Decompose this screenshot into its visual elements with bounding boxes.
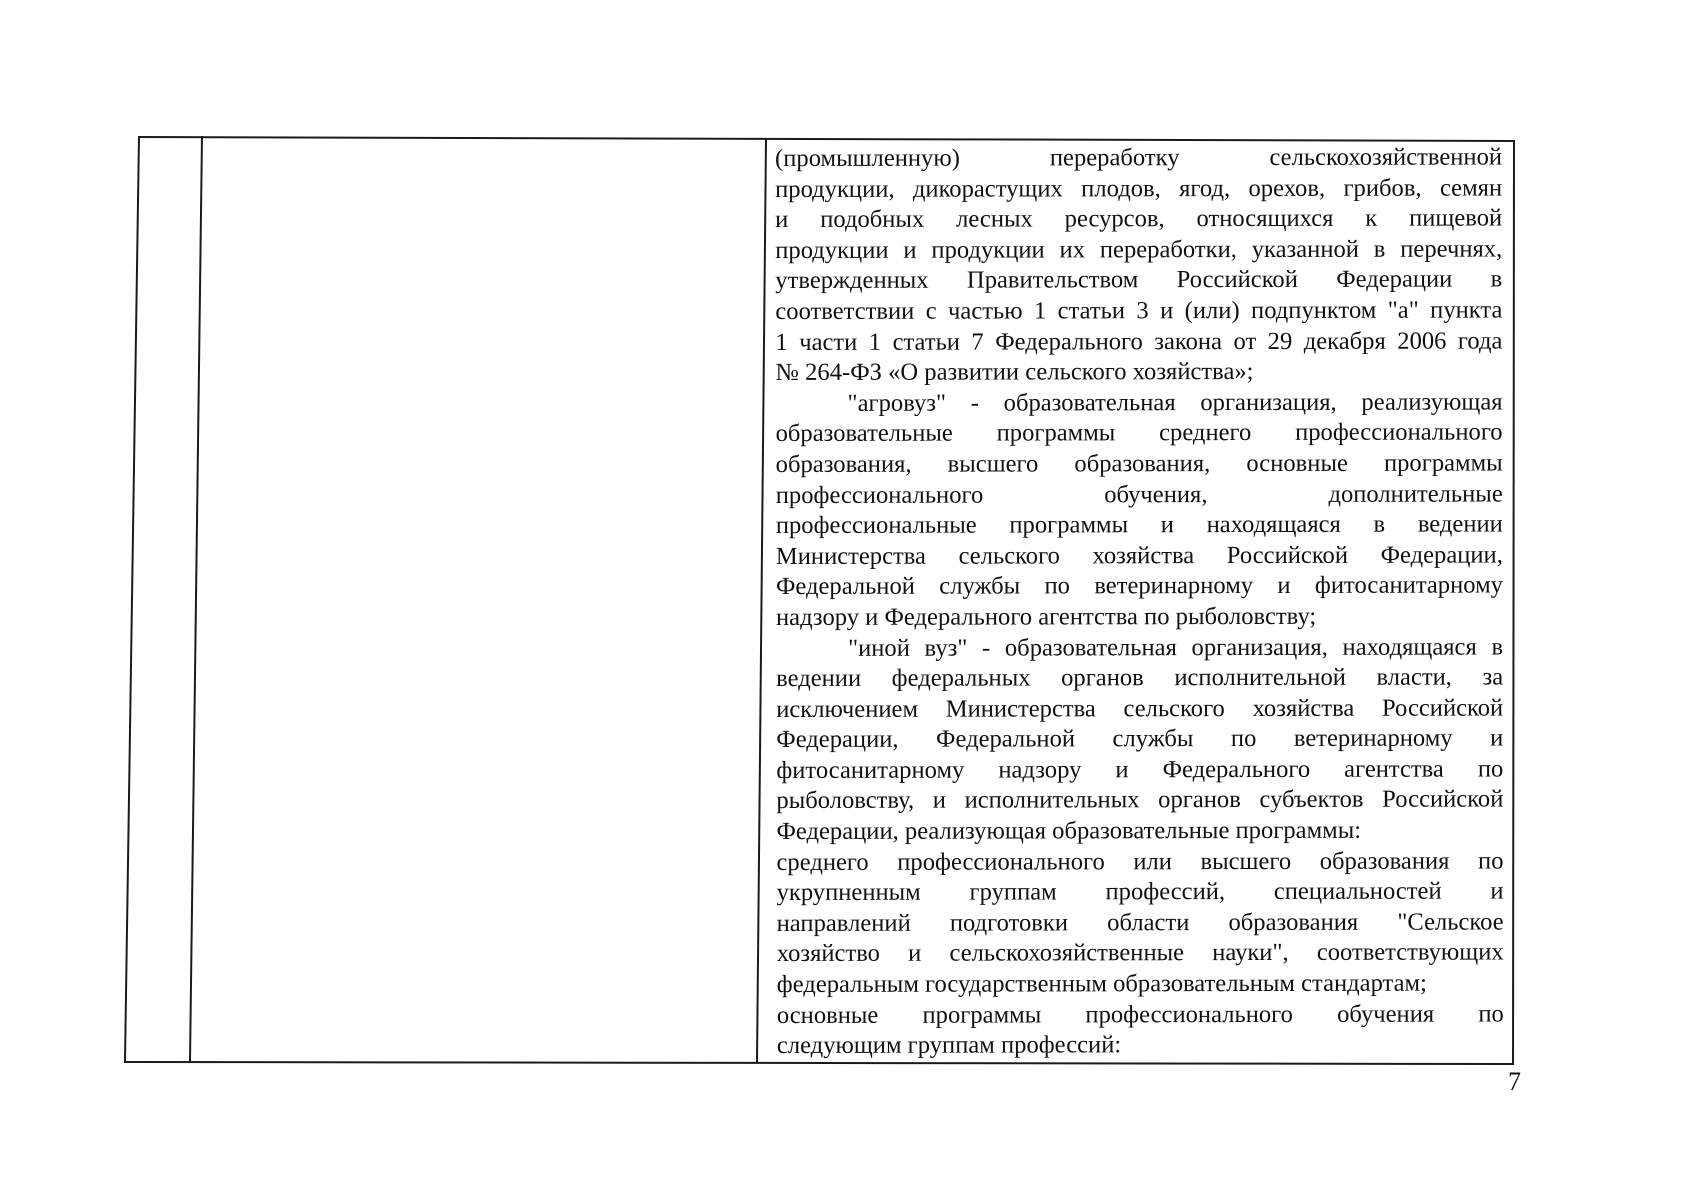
text-line: федеральным государственным образовательным стандартам;	[776, 969, 1427, 999]
text-line: продукции и продукции их переработки, указанной в перечнях,	[775, 235, 1503, 264]
text-line: Федеральной службы по ветеринарному и фитосанитарному	[775, 571, 1503, 601]
text-line: 1 части 1 статьи 7 Федерального закона от 29 декабря 2006 года	[775, 327, 1503, 356]
text-line: направлений подготовки области образования "Сельское	[776, 908, 1504, 937]
text-line: профессионального обучения, дополнительные	[775, 480, 1503, 509]
text-line: соответствии с частью 1 статьи 3 и (или) подпунктом "а" пункта	[775, 296, 1503, 325]
text-line: хозяйство и сельскохозяйственные науки", соответствующих	[776, 938, 1504, 968]
text-line: ведении федеральных органов исполнительной власти, за	[776, 663, 1504, 693]
text-line: Министерства сельского хозяйства Российской Федерации,	[775, 541, 1503, 570]
text-line: Федерации, реализующая образовательные программы:	[776, 816, 1362, 846]
text-line: образования, высшего образования, основные программы	[775, 449, 1503, 478]
text-line: (промышленную) переработку сельскохозяйственной	[775, 143, 1503, 172]
table-cell-column-1	[140, 138, 200, 1060]
definition-agrovuz-line: "агровуз" - образовательная организация, реализующая	[847, 388, 1503, 417]
text-line: профессиональные программы и находящаяся в ведении	[775, 510, 1503, 540]
text-line: Федерации, Федеральной службы по ветеринарному и	[776, 724, 1504, 754]
text-line: основные программы профессионального обучения по	[776, 1000, 1504, 1029]
text-line: среднего профессионального или высшего образования по	[776, 847, 1504, 876]
text-line: № 264-ФЗ «О развитии сельского хозяйства»;	[775, 358, 1254, 387]
text-line: фитосанитарному надзору и Федерального агентства по	[776, 755, 1504, 784]
text-line: утвержденных Правительством Российской Федерации в	[775, 265, 1503, 295]
table-left-border	[124, 136, 140, 1062]
text-line: и подобных лесных ресурсов, относящихся к пищевой	[775, 204, 1503, 234]
text-line: исключением Министерства сельского хозяйства Российской	[776, 694, 1504, 723]
table-cell-column-3-text	[775, 142, 1504, 1061]
text-line: рыболовству, и исполнительных органов субъектов Российской	[776, 785, 1504, 815]
text-line: укрупненным группам профессий, специальностей и	[776, 877, 1504, 907]
text-line: следующим группам профессий:	[776, 1031, 1122, 1060]
text-line: надзору и Федерального агентства по рыболовству;	[775, 602, 1317, 631]
table-right-border	[1512, 140, 1515, 1064]
definition-inoy-vuz-line: "иной вуз" - образовательная организация, находящаяся в	[848, 632, 1504, 662]
text-line: продукции, дикорастущих плодов, ягод, орехов, грибов, семян	[775, 174, 1503, 203]
table-cell-column-2	[203, 138, 763, 1060]
page-number: 7	[1508, 1067, 1521, 1096]
text-line: образовательные программы среднего профессионального	[775, 418, 1503, 448]
